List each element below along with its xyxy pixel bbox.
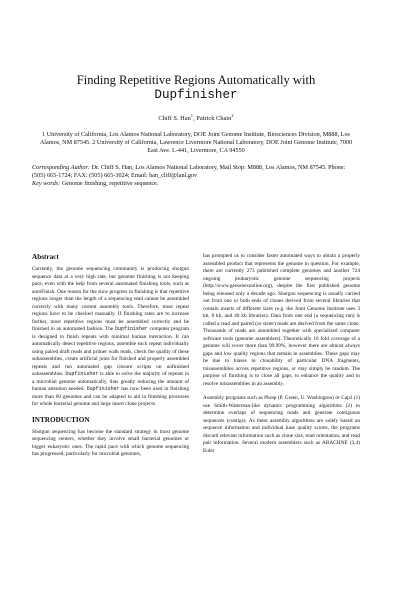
author-1: Chiff S. Han	[158, 115, 191, 123]
tool-name: Dupfinisher	[114, 326, 148, 332]
right-paragraph-2: Assembly programs such as Phrap (P. Green, U. Washington) or Cap3 (1) use Smith-Waterman-like dynamic programming algorithms (2) to determine overlaps of sequencing reads and generate contiguous sequences (contigs). As these assembly algorithms are solely based on sequence information and individual base quality scores, the programs discard relevant information such as clone size, read orientation, and read pair information. Several modern assemblers such as ARACHNE (3,4) Euler	[203, 395, 360, 454]
introduction-heading: INTRODUCTION	[32, 415, 90, 424]
keywords-label: Key words:	[32, 180, 61, 188]
title-line-1: Finding Repetitive Regions Automatically with	[76, 73, 316, 87]
author-line	[32, 112, 360, 123]
right-column	[203, 253, 360, 466]
abstract-text-3: is able to solve the majority of repeats in a microbial genome automatically, thus greatly reducing the amount of human attention needed.	[32, 371, 190, 392]
author-1-mark: 1	[190, 113, 194, 118]
keywords	[32, 180, 360, 188]
corresponding-label: Corresponding Author:	[32, 164, 90, 172]
affiliations: 1 University of California, Los Alamos National Laboratory, DOE Joint Genome Institute, Biosciences Division, M888, Los Alamos, NM 87545. 2 University of California, Lawrence Livermore National Laboratory, DOE Joint Genome Institute, 7000 East Ave. L-441, Livermore, CA 94550	[39, 131, 353, 155]
left-column	[32, 253, 189, 466]
abstract-heading: Abstract	[32, 253, 59, 261]
tool-name: Dupfinisher	[65, 371, 99, 377]
author-2-mark: 2	[231, 113, 234, 118]
tool-name: Dupfinisher	[86, 386, 120, 392]
abstract-text-1: Currently, the genome sequencing community is producing shotgun sequence data at a very high rate, but genome finishing is not keeping pace, even with the help from several automated finishing tools, such as autoFinish. One reason for the slow progress in finishing is that repetitive regions longer than the length of a sequencing read cannot be assembled correctly with many current assembly tools. Therefore, most repeat regions have to be checked manually. If finishing rates are to increase further, most repetitive regions must be assembled correctly and be finished in an automated fashion. The	[32, 266, 189, 332]
paper-title	[32, 73, 360, 103]
title-line-2: Dupfinisher	[154, 88, 238, 102]
corresponding-author	[32, 164, 360, 180]
introduction-paragraph: Shotgun sequencing has become the standard strategy in most genome sequencing centers, whether they involve small bacterial genomes or bigger eukaryotic ones. The rapid pace with which genome sequencing has progressed, particularly for microbial genomes,	[32, 428, 189, 457]
right-paragraph-1: has prompted us to consider faster automated ways to obtain a properly assembled product that represents the genome in question. For example, there are currently 273 published complete genomes and another 724 ongoing prokaryotic genome sequencing projects (http://www.genomesonline.org), despite the first published genome being released only a decade ago. Shotgun sequencing is usually carried out from one or both ends of clones derived from several libraries that contain inserts of different sizes (e.g. the Joint Genome Institute uses 3 kb, 8 kb, and 40 kb libraries). Data from one end (a sequencing run) is called a read and paired (or sister) reads are derived from the same clone. Thousands of reads are assembled together with specialized computer software tools (genome assemblers). Theoretically 10 fold coverage of a genome will cover more than 99.99%, however there are almost always gaps and low quality regions that remain in assemblies. These gaps may be due to biases in clonability of particular DNA fragments, misassemblies across repetitive regions, or may simply be random. The purpose of finishing is to close all gaps, to enhance the quality and to resolve misassemblies in an assembly.	[203, 253, 360, 387]
abstract-paragraph	[32, 266, 189, 409]
corresponding-text: Dr. Chiff S. Han, Los Alamos National Laboratory, Mail Stop: M888, Los Alamos, NM 87545. Phone: (505) 665-1724; FAX: (505) 665-3024; Email: han_cliff@lanl.gov	[32, 164, 346, 180]
body-columns	[32, 253, 360, 466]
keywords-text: Genome finishing, repetitive sequence.	[60, 180, 159, 188]
abstract-text-4: has now been used in finishing more than 60 genomes and can be adapted to aid in finishing processes for whole bacterial genome and large insert clone projects.	[32, 386, 189, 407]
author-separator: ,	[193, 115, 197, 123]
author-2: Patrick Chain	[196, 115, 232, 123]
abstract-text-2: computer program is designed to finish repeats with minimal human interaction. It can automatically detect repetitive regions, assemble each repeat individually using paired draft reads and primer walk reads, check the quality of these subassemblies, create artificial joins for finished and properly assembled repeats and run automated gap closure scripts on unfinished subassemblies.	[32, 326, 189, 377]
